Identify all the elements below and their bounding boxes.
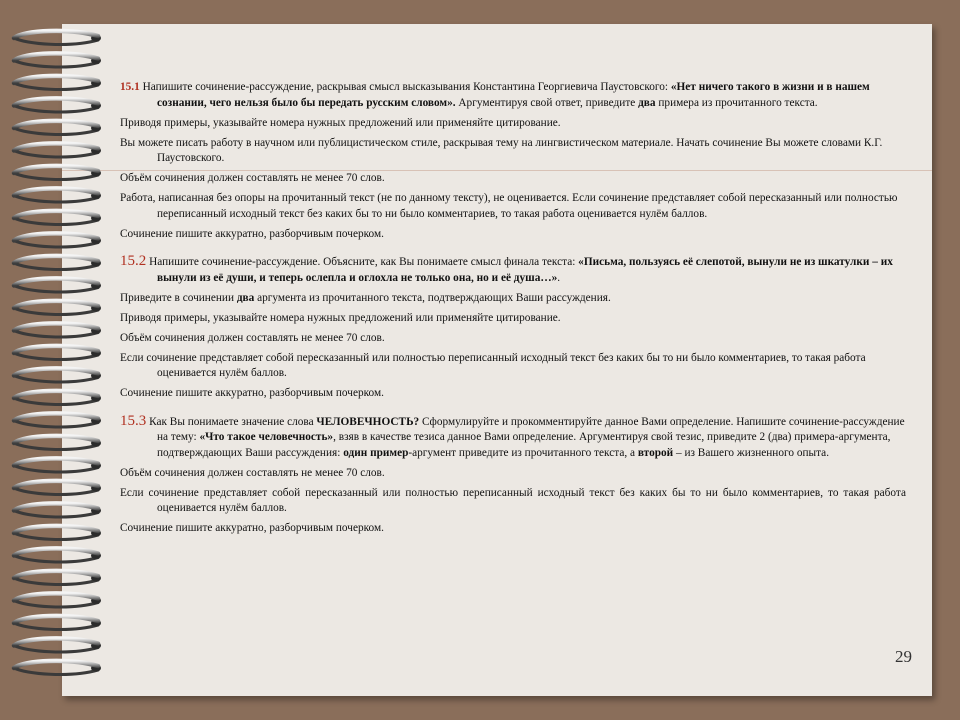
spiral-ring xyxy=(14,211,101,225)
paragraph: Вы можете писать работу в научном или публицистическом стиле, раскрывая тему на лингвистическом материале. Начать сочинение Вы можете словами К.Г. Паустовского. xyxy=(120,136,883,164)
spiral-ring xyxy=(14,616,101,630)
spiral-ring xyxy=(14,661,101,675)
task-15-2-heading: 15.2 Напишите сочинение-рассуждение. Объясните, как Вы понимаете смысл финала текста: «Письма, пользуясь её слепотой, вынули не из шкатулки – их вынули из её души, и теперь ослепла и оглохла не только она, но и её душа…». xyxy=(120,253,893,284)
spiral-ring xyxy=(14,278,101,292)
spiral-ring xyxy=(14,391,101,405)
spiral-ring xyxy=(14,458,101,472)
task-15-1-heading: 15.1 Напишите сочинение-рассуждение, раскрывая смысл высказывания Константина Георгиевича Паустовского: «Нет ничего такого в жизни и в нашем сознании, чего нельзя было бы передать русским словом». Аргументируя свой ответ, приведите два примера из прочитанного текста. xyxy=(120,81,870,109)
spiral-ring xyxy=(14,121,101,135)
spiral-ring xyxy=(14,256,101,270)
spiral-ring xyxy=(14,323,101,337)
spiral-ring xyxy=(14,503,101,517)
spiral-ring xyxy=(14,188,101,202)
spiral-ring xyxy=(14,593,101,607)
paragraph: Объём сочинения должен составлять не менее 70 слов. xyxy=(120,172,385,184)
spiral-ring xyxy=(14,301,101,315)
paragraph: Приведите в сочинении два аргумента из прочитанного текста, подтверждающих Ваши рассуждения. xyxy=(120,291,611,304)
spiral-ring xyxy=(14,233,101,247)
spiral-ring xyxy=(14,166,101,180)
spiral-ring xyxy=(14,571,101,585)
task-number: 15.1 xyxy=(120,81,140,93)
spiral-ring xyxy=(14,638,101,652)
paragraph: Сочинение пишите аккуратно, разборчивым почерком. xyxy=(120,387,384,399)
spiral-ring xyxy=(14,548,101,562)
spiral-ring xyxy=(14,31,101,45)
paragraph: Работа, написанная без опоры на прочитанный текст (не по данному тексту), не оценивается. Если сочинение представляет собой пересказанный или полностью переписанный исходный текст без каких бы то ни было комментариев, то такая работа оценивается нулём баллов. xyxy=(120,192,898,220)
paragraph: Если сочинение представляет собой пересказанный или полностью переписанный исходный текст без каких бы то ни было комментариев, то такая работа оценивается нулём баллов. xyxy=(120,486,906,514)
spiral-ring xyxy=(14,436,101,450)
page-number: 29 xyxy=(895,647,912,666)
paragraph: Приводя примеры, указывайте номера нужных предложений или применяйте цитирование. xyxy=(120,116,561,129)
paragraph: Объём сочинения должен составлять не менее 70 слов. xyxy=(120,466,385,479)
paragraph: Если сочинение представляет собой пересказанный или полностью переписанный исходный текст без каких бы то ни было комментариев, то такая работа оценивается нулём баллов. xyxy=(120,351,866,379)
task-number: 15.3 xyxy=(120,412,147,429)
spiral-ring xyxy=(14,368,101,382)
spiral-ring xyxy=(14,53,101,67)
spiral-ring xyxy=(14,346,101,360)
paragraph: Сочинение пишите аккуратно, разборчивым почерком. xyxy=(120,227,384,240)
spiral-ring xyxy=(14,481,101,495)
spiral-ring xyxy=(14,76,101,90)
task-number: 15.2 xyxy=(120,253,147,269)
spiral-ring xyxy=(14,526,101,540)
spiral-ring xyxy=(14,98,101,112)
paragraph: Сочинение пишите аккуратно, разборчивым почерком. xyxy=(120,522,384,534)
paragraph: Объём сочинения должен составлять не менее 70 слов. xyxy=(120,331,385,344)
spiral-binding xyxy=(0,22,110,702)
task-15-3-heading: 15.3 Как Вы понимаете значение слова ЧЕЛОВЕЧНОСТЬ? Сформулируйте и прокомментируйте данное Вами определение. Напишите сочинение-рассуждение на тему: «Что такое человечность», взяв в качестве тезиса данное Вами определение. Аргументируя свой тезис, приведите 2 (два) примера-аргумента, подтверждающих Ваши рассуждения: один пример-аргумент приведите из прочитанного текста, а второй – из Вашего жизненного опыта. xyxy=(120,412,905,459)
paragraph: Приводя примеры, указывайте номера нужных предложений или применяйте цитирование. xyxy=(120,311,561,324)
spiral-ring xyxy=(14,413,101,427)
tasks-content xyxy=(120,80,906,537)
spiral-ring xyxy=(14,143,101,157)
